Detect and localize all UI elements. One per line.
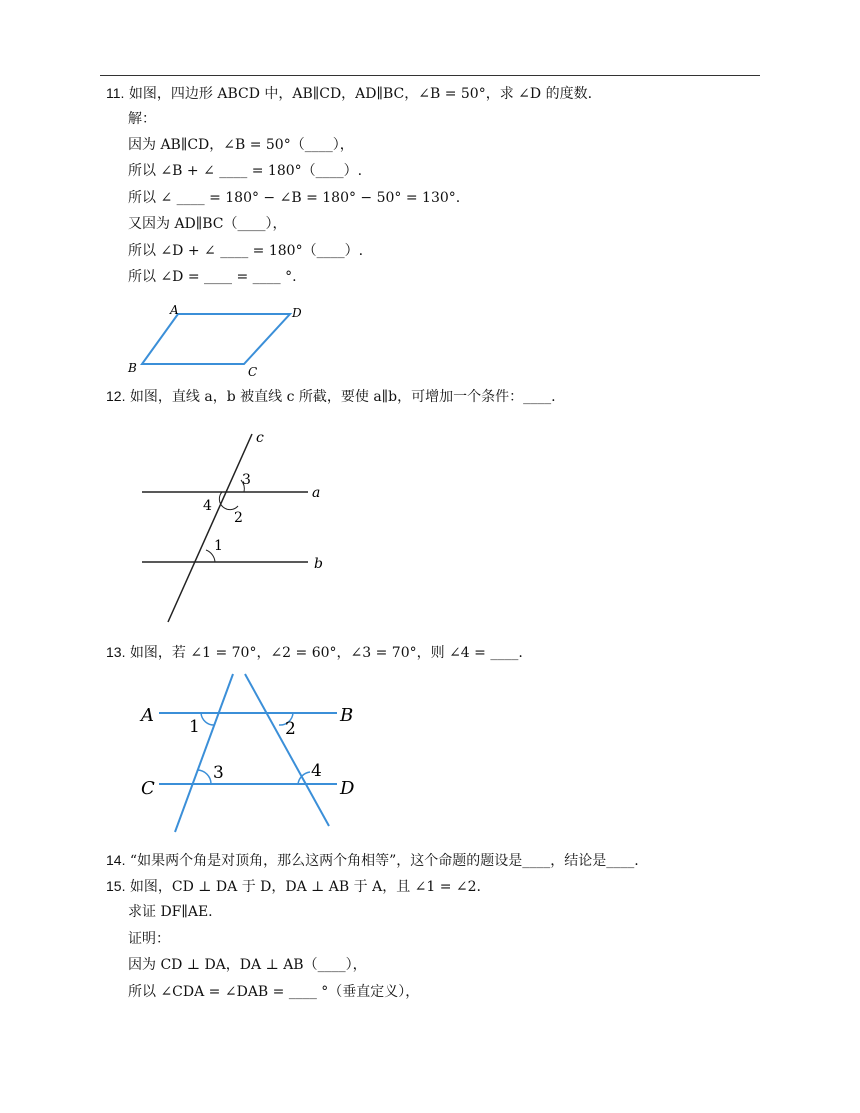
transversal-left [175,674,233,832]
q15-line-4: 所以 ∠CDA = ∠DAB = ____ °（垂直定义）， [128,984,420,1000]
label-D: D [292,306,302,320]
q15-number: 15. [106,878,126,894]
q15-stem [106,876,481,896]
label-2: 2 [234,510,243,526]
q11-parallelogram-figure [120,300,320,380]
label-B: B [340,705,354,726]
q11-line-6: 所以 ∠D + ∠ ____ = 180°（____）. [128,243,364,259]
label-1: 1 [189,717,200,737]
q12-number: 12. [106,388,126,404]
angle-arc-1 [201,713,215,725]
q12-stem-text: 如图，直线 a，b 被直线 c 所截，要使 a∥b，可增加一个条件：____. [129,389,556,405]
line-c [168,434,252,622]
q12-transversal-figure [130,420,350,630]
q11-line-1: 解： [128,111,156,127]
q11-line-7: 所以 ∠D = ____ = ____ °. [128,269,297,285]
label-4: 4 [311,761,322,781]
label-a: a [312,485,321,501]
transversal-right [245,674,329,826]
q13-parallel-lines-figure [135,670,370,840]
label-2: 2 [285,719,296,739]
q13-stem [106,642,523,662]
label-A: A [170,303,179,317]
q12-stem [106,386,556,406]
q14-number: 14. [106,852,126,868]
label-3: 3 [242,472,251,488]
q13-stem-text: 如图，若 ∠1 = 70°，∠2 = 60°，∠3 = 70°，则 ∠4 = ____. [129,645,523,661]
q11-stem [106,83,592,103]
label-4: 4 [203,498,212,514]
label-b: b [314,556,323,572]
q11-line-3: 所以 ∠B + ∠ ____ = 180°（____）. [128,163,363,179]
q14-stem-text: “如果两个角是对顶角，那么这两个角相等”，这个命题的题设是____，结论是____. [129,853,639,869]
label-1: 1 [214,538,223,554]
label-c: c [256,430,264,446]
label-C: C [248,365,258,379]
q11-line-2: 因为 AB∥CD，∠B = 50°（____）， [128,137,354,153]
parallelogram-ABCD [142,314,290,364]
q13-number: 13. [106,644,126,660]
q15-stem-text: 如图，CD ⊥ DA 于 D，DA ⊥ AB 于 A，且 ∠1 = ∠2. [129,879,482,895]
label-A: A [141,705,154,726]
q11-line-5: 又因为 AD∥BC（____）， [128,216,287,232]
q15-line-2: 证明： [128,931,170,947]
label-B: B [128,361,137,375]
label-D: D [340,778,355,799]
label-3: 3 [213,763,224,783]
header-rule [100,75,760,76]
angle-arc-3 [197,770,211,784]
q11-line-4: 所以 ∠ ____ = 180° − ∠B = 180° − 50° = 130°. [128,190,461,206]
q15-line-3: 因为 CD ⊥ DA，DA ⊥ AB（____）， [128,957,367,973]
q15-line-1: 求证 DF∥AE. [128,904,213,920]
q11-stem-text: 如图，四边形 ABCD 中，AB∥CD，AD∥BC，∠B = 50°，求 ∠D 的度数. [128,86,593,102]
q11-number: 11. [106,85,125,101]
q14-stem [106,850,639,870]
label-C: C [141,778,155,799]
